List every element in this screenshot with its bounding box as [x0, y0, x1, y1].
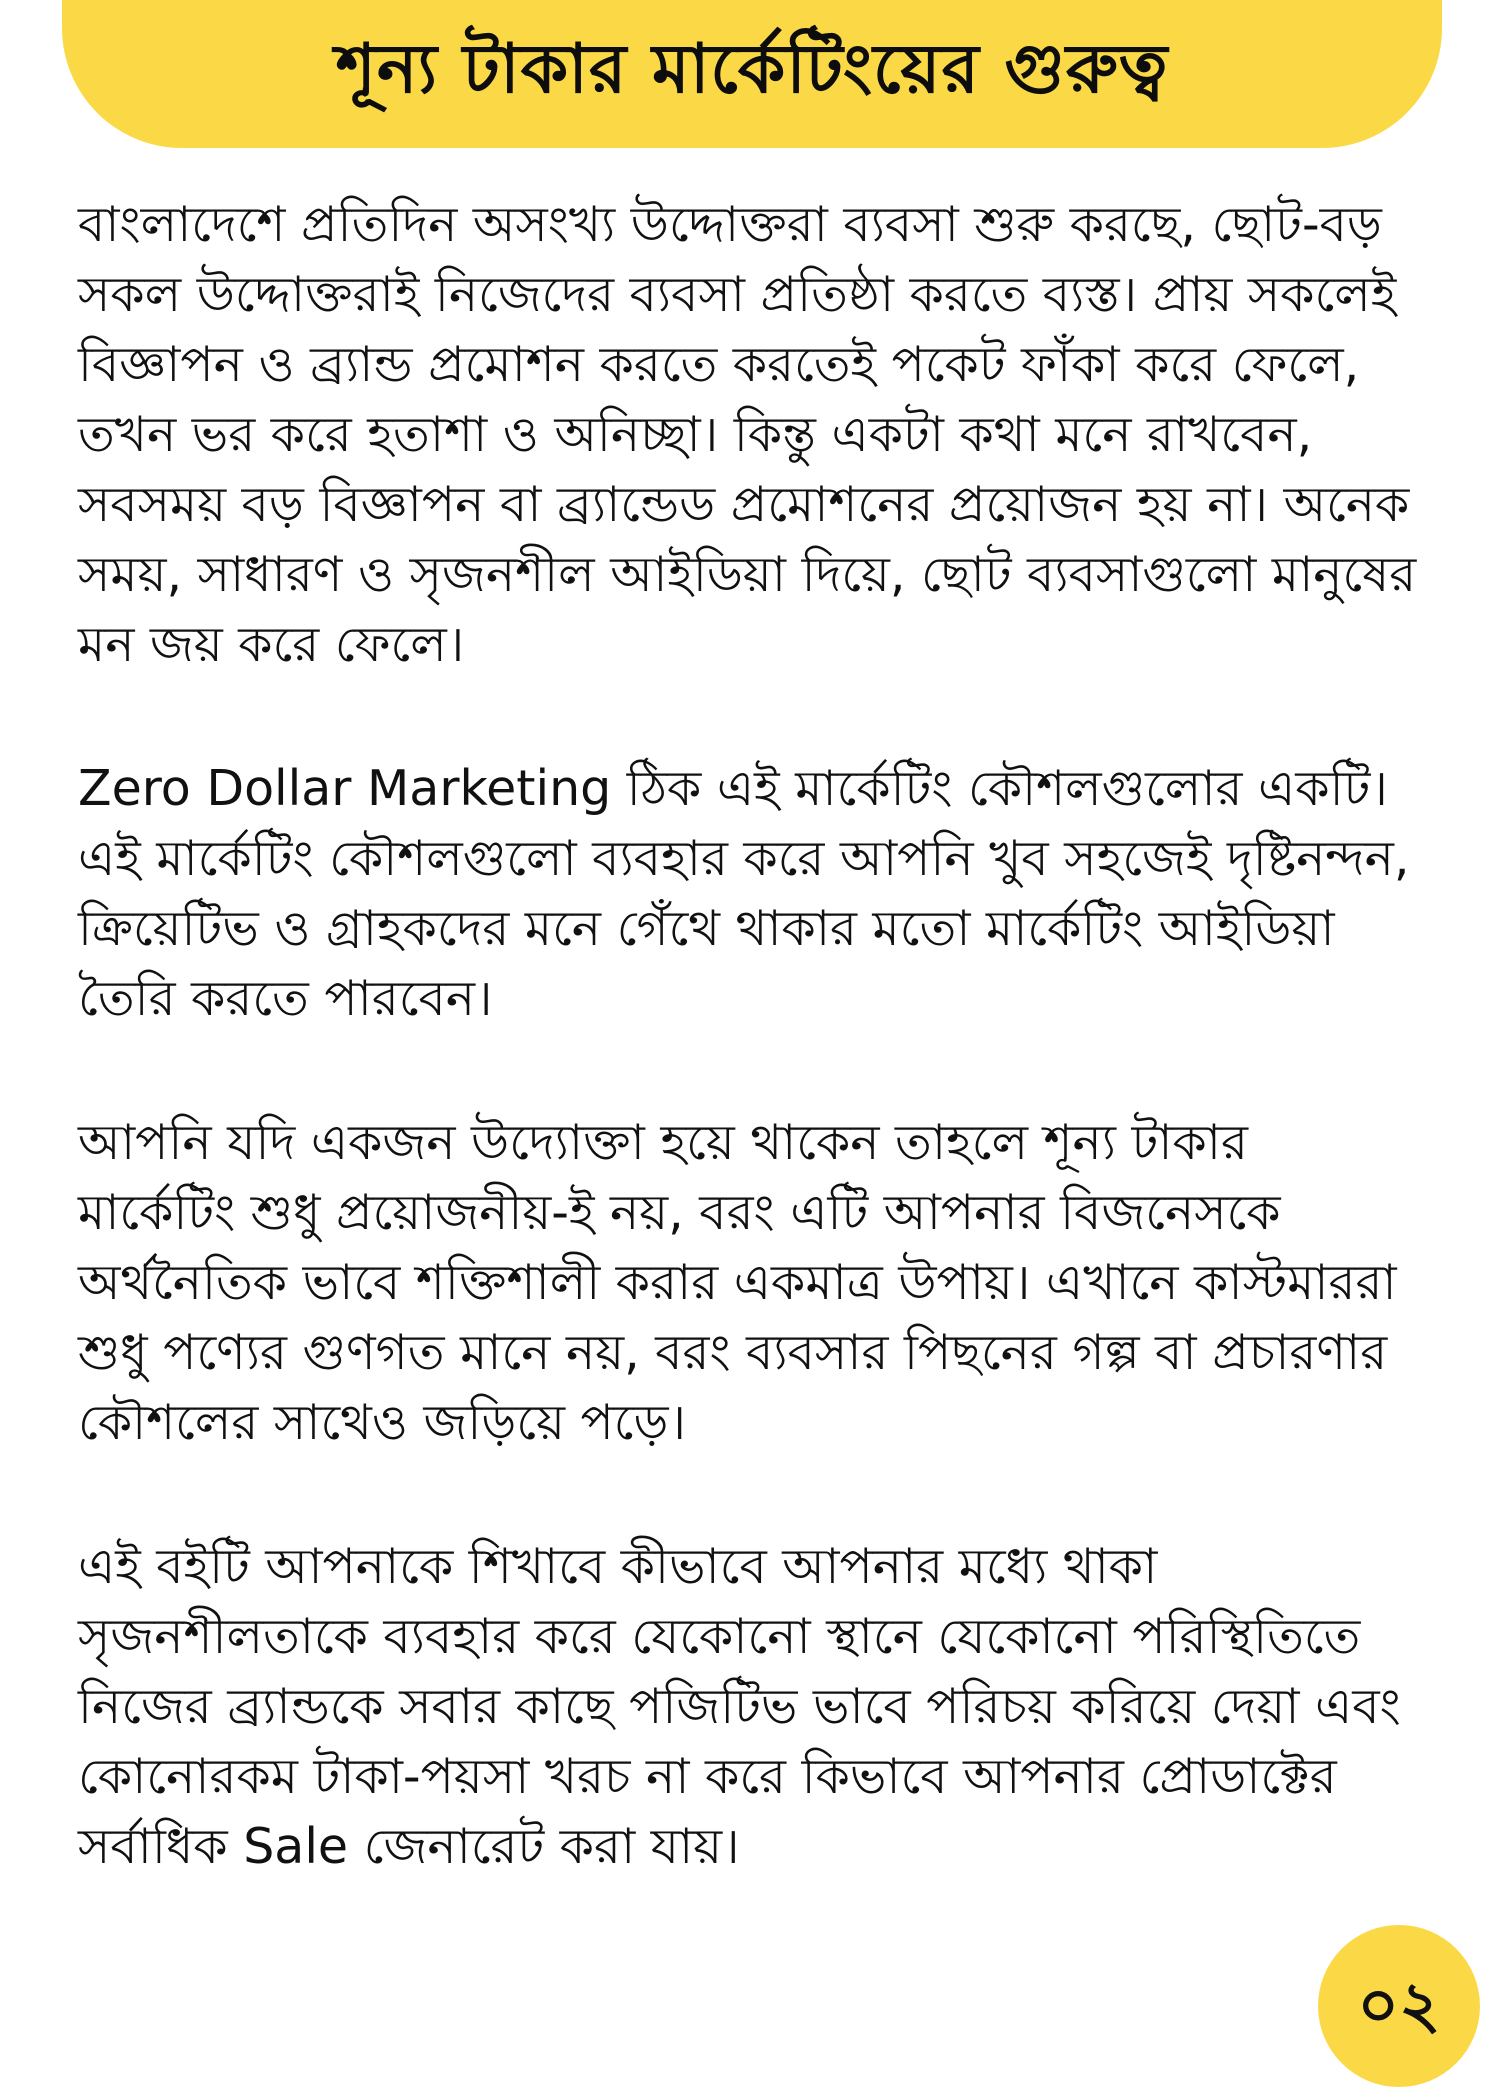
page-number: ০২ — [1357, 1969, 1441, 2043]
paragraph-zero-dollar-marketing: Zero Dollar Marketing ঠিক এই মার্কেটিং কৌশলগুলোর একটি। এই মার্কেটিং কৌশলগুলো ব্যবহার করে আপনি খুব সহজেই দৃষ্টিনন্দন, ক্রিয়েটিভ ও গ্রাহকদের মনে গেঁথে থাকার মতো মার্কেটিং আইডিয়া তৈরি করতে পারবেন। — [78, 760, 1410, 1027]
page-number-badge — [1318, 1925, 1480, 2087]
paragraph-book-purpose: এই বইটি আপনাকে শিখাবে কীভাবে আপনার মধ্যে থাকা সৃজনশীলতাকে ব্যবহার করে যেকোনো স্থানে যেকোনো পরিস্থিতিতে নিজের ব্র্যান্ডকে সবার কাছে পজিটিভ ভাবে পরিচয় করিয়ে দেয়া এবং কোনোরকম টাকা-পয়সা খরচ না করে কিভাবে আপনার প্রোডাক্টের সর্বাধিক Sale জেনারেট করা যায়। — [78, 1538, 1401, 1875]
title-banner — [62, 0, 1442, 148]
body-content — [78, 190, 1418, 1882]
page-title: শূন্য টাকার মার্কেটিংয়ের গুরুত্ব — [335, 30, 1169, 109]
paragraph-intro: বাংলাদেশে প্রতিদিন অসংখ্য উদ্দোক্তরা ব্যবসা শুরু করছে, ছোট-বড় সকল উদ্দোক্তরাই নিজেদের ব্যবসা প্রতিষ্ঠা করতে ব্যস্ত। প্রায় সকলেই বিজ্ঞাপন ও ব্র্যান্ড প্রমোশন করতে করতেই পকেট ফাঁকা করে ফেলে, তখন ভর করে হতাশা ও অনিচ্ছা। কিন্তু একটা কথা মনে রাখবেন, সবসময় বড় বিজ্ঞাপন বা ব্র্যান্ডেড প্রমোশনের প্রয়োজন হয় না। অনেক সময়, সাধারণ ও সৃজনশীল আইডিয়া দিয়ে, ছোট ব্যবসাগুলো মানুষের মন জয় করে ফেলে। — [78, 196, 1417, 673]
paragraph-entrepreneur: আপনি যদি একজন উদ্যোক্তা হয়ে থাকেন তাহলে শূন্য টাকার মার্কেটিং শুধু প্রয়োজনীয়-ই নয়, বরং এটি আপনার বিজনেসকে অর্থনৈতিক ভাবে শক্তিশালী করার একমাত্র উপায়। এখানে কাস্টমাররা শুধু পণ্যের গুণগত মানে নয়, বরং ব্যবসার পিছনের গল্প বা প্রচারণার কৌশলের সাথেও জড়িয়ে পড়ে। — [78, 1114, 1397, 1451]
